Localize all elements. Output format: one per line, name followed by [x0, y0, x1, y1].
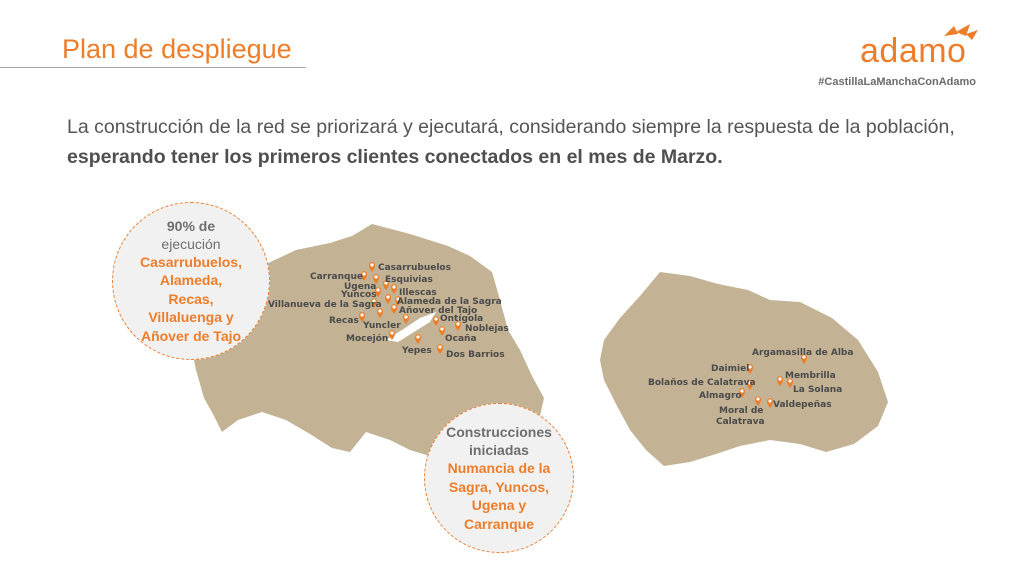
town-label: Alameda de la Sagra: [397, 297, 502, 307]
town-label: Villanueva de la Sagra: [268, 300, 382, 310]
progress-percent: 90% de: [166, 217, 216, 234]
town-label: Membrilla: [785, 371, 836, 381]
town-label: Casarrubuelos: [378, 263, 451, 273]
slide-title: Plan de despliegue: [62, 34, 292, 64]
town-label: Noblejas: [465, 324, 509, 334]
town-label: Valdepeñas: [773, 400, 832, 410]
progress-caption: ejecución: [161, 235, 221, 252]
town-label: Añover del Tajo: [399, 306, 478, 316]
town-label: Ugena: [344, 282, 377, 292]
town-label: Mocejón: [346, 334, 389, 344]
town-label: Illescas: [399, 288, 437, 298]
town-label: Argamasilla de Alba: [752, 348, 854, 358]
campaign-hashtag: #CastillaLaManchaConAdamo: [818, 76, 976, 88]
town-label: Yepes: [402, 346, 432, 356]
intro-text: La construcción de la red se priorizará y ejecutará, considerando siempre la respuesta de la población,: [67, 116, 955, 138]
town-label: Dos Barrios: [446, 350, 505, 360]
town-label: La Solana: [793, 385, 843, 395]
started-towns: Numancia de la Sagra, Yuncos, Ugena y Carranque: [447, 460, 551, 532]
town-label: Carranque: [310, 272, 363, 282]
town-label: Almagro: [699, 391, 742, 401]
town-label: Ocaña: [445, 334, 477, 344]
town-label: Yuncos: [341, 290, 377, 300]
brand-name: adamo: [860, 32, 967, 70]
progress-towns: Casarrubuelos, Alameda, Recas, Villaluenga y Añover de Tajo: [140, 253, 242, 344]
started-heading: Construcciones: [446, 424, 552, 440]
town-label: Moral de: [719, 406, 764, 416]
town-label: Daimiel: [711, 364, 750, 374]
intro-highlight: esperando tener los primeros clientes conectados en el mes de Marzo.: [67, 146, 723, 168]
town-label: Esquivias: [385, 275, 433, 285]
town-label: Recas: [329, 316, 359, 326]
started-bubble: [424, 403, 574, 553]
town-label: Calatrava: [716, 417, 765, 427]
town-label: Yuncler: [363, 321, 401, 331]
started-caption: iniciadas: [469, 442, 529, 458]
town-label: Bolaños de Calatrava: [648, 378, 756, 388]
progress-bubble: [112, 202, 270, 360]
town-label: Ontígola: [440, 314, 484, 324]
